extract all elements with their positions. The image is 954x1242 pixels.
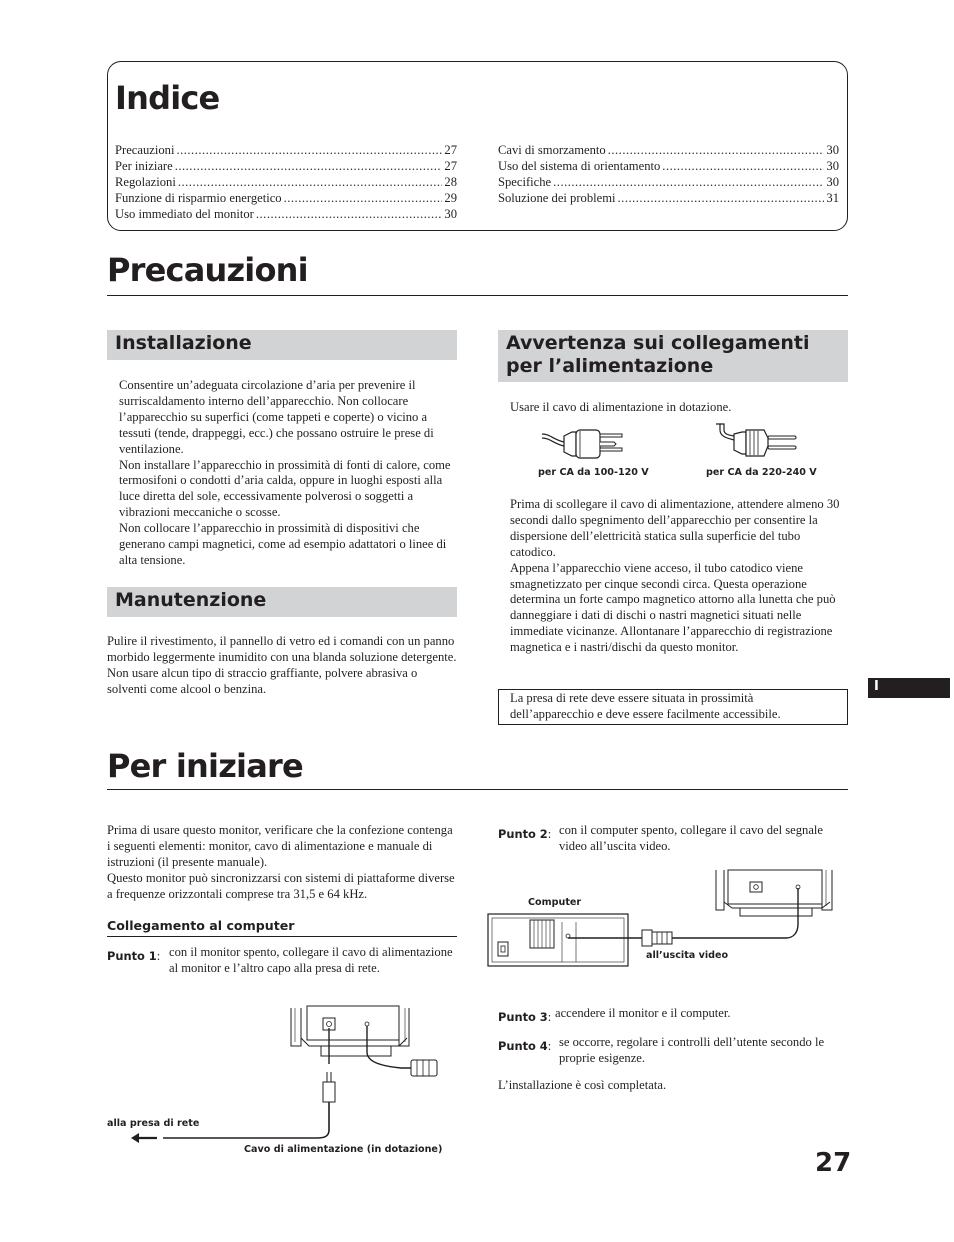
plug-us-icon (540, 422, 632, 462)
step-label: Punto 2 (498, 827, 548, 841)
closing-text: L’installazione è così completata. (498, 1078, 667, 1092)
toc-entry[interactable] (498, 158, 839, 174)
toc-label: Uso immediato del monitor (115, 207, 254, 221)
toc-entry[interactable] (115, 174, 457, 190)
toc-entry[interactable] (498, 174, 839, 190)
subheading-line: per l’alimentazione (506, 355, 714, 377)
toc-label: Funzione di risparmio energetico (115, 191, 282, 205)
toc-page: 30 (826, 159, 839, 173)
avvertenza-intro: Usare il cavo di alimentazione in dotazione. (510, 400, 732, 414)
paragraph: Prima di scollegare il cavo di alimentazione, attendere almeno 30 secondi dallo spegnimento dell’apparecchio per consentire la dispersione dell’elettricità statica sulla superficie del tubo catodico. (510, 497, 840, 559)
step-label: Punto 4 (498, 1039, 548, 1053)
step-4 (498, 1035, 848, 1067)
step-1 (107, 945, 457, 977)
step-separator: : (547, 1039, 552, 1053)
subheading-avvertenza (498, 330, 848, 382)
index-title: Indice (115, 79, 220, 117)
toc-entry[interactable] (498, 190, 839, 206)
step-separator: : (156, 949, 161, 963)
toc-page: 31 (826, 191, 839, 205)
step-text: accendere il monitor e il computer. (555, 1006, 731, 1020)
language-tab (868, 678, 950, 698)
avvertenza-text (510, 497, 843, 656)
step-text: se occorre, regolare i controlli dell’utente secondo le proprie esigenze. (559, 1035, 825, 1065)
toc-entry[interactable] (115, 190, 457, 206)
plug2-caption: per CA da 220-240 V (706, 467, 817, 478)
paragraph: Appena l’apparecchio viene acceso, il tubo catodico viene smagnetizzato per cinque secondi circa. Questa operazione determina un forte campo magnetico attorno alla lunetta che può danneggiare i dati di dischi o nastri magnetici situati nelle immediate vicinanze. Allontanare l’apparecchio di registrazione magnetica e i nastri/dischi da questo monitor. (510, 560, 836, 655)
toc-entry[interactable] (115, 206, 457, 222)
subheading-line: Avvertenza sui collegamenti (506, 332, 810, 354)
collegamento-heading: Collegamento al computer (107, 918, 295, 933)
toc-page: 27 (444, 143, 457, 157)
subheading-manutenzione: Manutenzione (107, 587, 457, 617)
step-label: Punto 3 (498, 1010, 548, 1024)
paragraph: Questo monitor può sincronizzarsi con sistemi di piattaforme diverse a frequenze orizzontali comprese tra 31,5 e 64 kHz. (107, 870, 455, 901)
step-text: con il monitor spento, collegare il cavo di alimentazione al monitor e l’altro capo alla presa di rete. (169, 945, 453, 975)
toc-label: Uso del sistema di orientamento (498, 159, 661, 173)
step-2 (498, 823, 848, 855)
toc-page: 28 (444, 175, 457, 189)
index-left-column (115, 142, 457, 222)
video-out-label: all’uscita video (646, 950, 729, 961)
paragraph: Non installare l’apparecchio in prossimità di fonti di calore, come termosifoni o condotti d’aria calda, oppure in luoghi esposti alla luce diretta del sole, eccessivamente polverosi o soggetti a vibrazioni meccaniche o scosse. (119, 457, 451, 520)
toc-label: Precauzioni (115, 143, 175, 157)
collegamento-rule (107, 936, 457, 937)
toc-label: Cavi di smorzamento (498, 143, 606, 157)
plug1-caption: per CA da 100-120 V (538, 467, 649, 478)
page-number: 27 (815, 1148, 852, 1178)
manutenzione-text: Pulire il rivestimento, il pannello di vetro ed i comandi con un panno morbido leggermente inumidito con una blanda soluzione detergente. Non usare alcun tipo di straccio graffiante, polvere abrasiva o solventi come alcool o benzina. (107, 634, 457, 696)
per-iniziare-intro (107, 823, 457, 903)
toc-page: 30 (826, 143, 839, 157)
toc-entry[interactable] (498, 142, 839, 158)
toc-entry[interactable] (115, 158, 457, 174)
index-right-column (498, 142, 839, 206)
toc-page: 30 (826, 175, 839, 189)
toc-label: Per iniziare (115, 159, 173, 173)
subheading-installazione: Installazione (107, 330, 457, 360)
note-box: La presa di rete deve essere situata in prossimità dell’apparecchio e deve essere facilmente accessibile. (498, 689, 848, 725)
installazione-text (119, 378, 457, 569)
paragraph: Consentire un’adeguata circolazione d’aria per prevenire il surriscaldamento interno dell’apparecchio. Non collocare l’apparecchio su superfici (come tappeti e coperte) o vicino a tessuti (tende, drappeggi, ecc.) che possano ostruire le prese di ventilazione. (119, 378, 434, 456)
section-title-precauzioni: Precauzioni (107, 251, 308, 289)
step-text: con il computer spento, collegare il cavo del segnale video all’uscita video. (559, 823, 824, 853)
step-separator: : (547, 827, 552, 841)
section-rule (107, 295, 848, 296)
paragraph: Prima di usare questo monitor, verificare che la confezione contenga i seguenti elementi: monitor, cavo di alimentazione e manuale di istruzioni (il presente manuale). (107, 823, 453, 869)
toc-page: 30 (444, 207, 457, 221)
toc-page: 29 (444, 191, 457, 205)
computer-label: Computer (528, 897, 582, 908)
section-rule (107, 789, 848, 790)
toc-label: Regolazioni (115, 175, 176, 189)
toc-label: Soluzione dei problemi (498, 191, 616, 205)
power-cable-label: Cavo di alimentazione (in dotazione) (244, 1144, 443, 1155)
step-3 (498, 1006, 848, 1025)
section-title-per-iniziare: Per iniziare (107, 747, 303, 785)
paragraph: Non collocare l’apparecchio in prossimità di dispositivi che generano campi magnetici, come ad esempio adattatori o linee di alta tensione. (119, 521, 447, 567)
step-label: Punto 1 (107, 949, 157, 963)
toc-entry[interactable] (115, 142, 457, 158)
toc-page: 27 (444, 159, 457, 173)
plug-eu-icon (712, 420, 802, 462)
step-separator: : (547, 1010, 552, 1024)
mains-label: alla presa di rete (107, 1118, 200, 1129)
toc-label: Specifiche (498, 175, 552, 189)
language-tab-label: I (874, 679, 879, 694)
power-connection-figure (105, 1002, 455, 1162)
